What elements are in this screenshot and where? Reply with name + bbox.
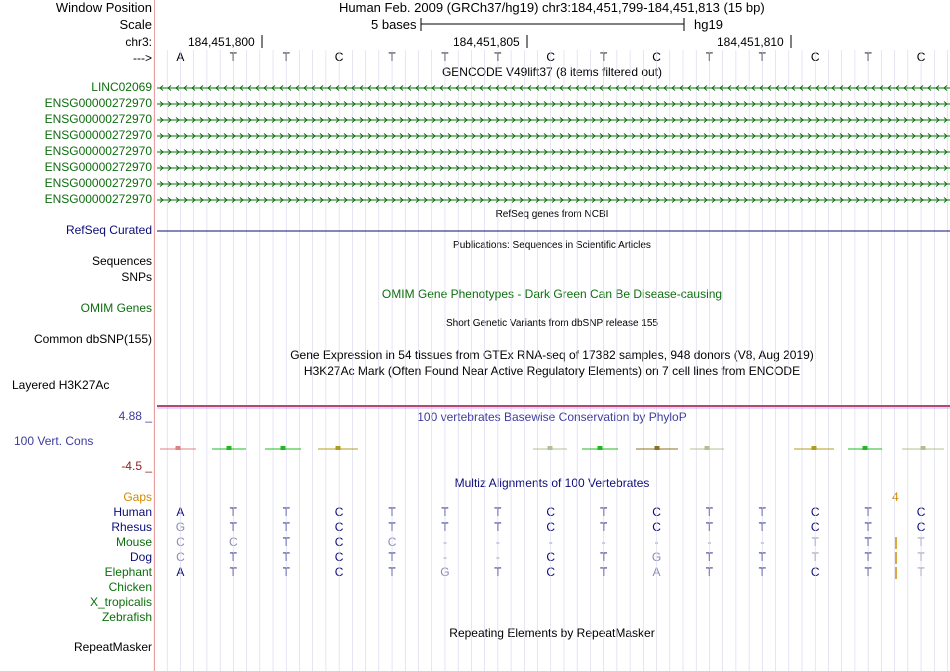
- gene-strand-arrows: [160, 182, 947, 187]
- alignment-base: T: [864, 505, 872, 519]
- window-position-label: Window Position: [55, 0, 152, 15]
- alignment-base: T: [388, 565, 396, 579]
- alignment-base: T: [917, 535, 925, 549]
- phylop-bar-peak: [227, 446, 232, 450]
- alignment-base: T: [229, 565, 238, 579]
- base-letter: T: [229, 50, 238, 64]
- alignment-base: T: [705, 520, 714, 534]
- alignment-base: T: [599, 520, 608, 534]
- phylop-bar-peak: [705, 446, 710, 450]
- alignment-base: C: [546, 565, 556, 579]
- gene-strand-arrows: [160, 102, 947, 107]
- species-label[interactable]: Human: [113, 505, 152, 519]
- omim-title: OMIM Gene Phenotypes - Dark Green Can Be Disease-causing: [381, 287, 723, 301]
- alignment-base: C: [334, 520, 344, 534]
- alignment-base: C: [334, 505, 344, 519]
- alignment-base: C: [916, 505, 926, 519]
- base-letter: C: [334, 50, 344, 64]
- alignment-base: T: [599, 550, 608, 564]
- base-letter: T: [282, 50, 290, 64]
- repeatmasker-title: Repeating Elements by RepeatMasker: [449, 626, 655, 640]
- alignment-base: C: [334, 535, 344, 549]
- phylop-max-label: 4.88 _: [118, 409, 152, 423]
- gene-strand-arrows: [160, 134, 947, 139]
- gene-label[interactable]: ENSG00000272970: [44, 176, 152, 190]
- alignment-base: T: [282, 535, 290, 549]
- gene-strand-arrows: [160, 166, 947, 171]
- alignment-base: C: [810, 565, 820, 579]
- alignment-base: T: [864, 535, 872, 549]
- alignment-base: -: [601, 535, 606, 549]
- gene-label[interactable]: ENSG00000272970: [44, 144, 152, 158]
- scale-assembly: hg19: [694, 17, 723, 32]
- alignment-base: C: [546, 520, 556, 534]
- alignment-base: C: [229, 535, 238, 549]
- alignment-base: T: [494, 520, 502, 534]
- alignment-base: T: [388, 520, 396, 534]
- alignment-base: T: [282, 550, 290, 564]
- alignment-base: T: [705, 505, 714, 519]
- position-readout: Human Feb. 2009 (GRCh37/hg19) chr3:184,451,799-184,451,813 (15 bp): [339, 0, 765, 15]
- alignment-base: T: [494, 565, 502, 579]
- phylop-bar-peak: [655, 446, 660, 450]
- species-label[interactable]: Chicken: [108, 580, 152, 594]
- alignment-base: -: [495, 535, 500, 549]
- species-label[interactable]: Dog: [129, 550, 152, 564]
- species-label[interactable]: Mouse: [115, 535, 152, 549]
- alignment-base: T: [441, 505, 449, 519]
- base-letter: T: [388, 50, 396, 64]
- alignment-base: A: [176, 565, 185, 579]
- alignment-base: T: [864, 550, 872, 564]
- phylop-title: 100 vertebrates Basewise Conservation by PhyloP: [417, 410, 687, 424]
- alignment-base: T: [388, 505, 396, 519]
- gene-label[interactable]: ENSG00000272970: [44, 160, 152, 174]
- multiz-title: Multiz Alignments of 100 Vertebrates: [454, 476, 650, 490]
- alignment-base: T: [758, 520, 767, 534]
- phylop-bar-peak: [598, 446, 603, 450]
- alignment-base: T: [282, 520, 290, 534]
- ruler-position-1: 184,451,800: [188, 35, 255, 49]
- alignment-base: A: [652, 565, 661, 579]
- track-label-dbsnp[interactable]: Common dbSNP(155): [33, 332, 152, 346]
- ruler-position-2: 184,451,805: [453, 35, 520, 49]
- alignment-base: -: [760, 535, 765, 549]
- track-label-sequences[interactable]: Sequences: [91, 254, 152, 268]
- base-letter: T: [494, 50, 502, 64]
- base-letter: T: [441, 50, 449, 64]
- alignment-base: G: [440, 565, 450, 579]
- gene-label[interactable]: ENSG00000272970: [44, 112, 152, 126]
- alignment-base: T: [229, 505, 238, 519]
- gene-strand-arrows: [160, 198, 947, 203]
- alignment-base: -: [495, 550, 500, 564]
- alignment-base: C: [916, 520, 926, 534]
- track-label-gaps[interactable]: Gaps: [123, 490, 152, 504]
- phylop-bar-peak: [812, 446, 817, 450]
- track-label-refseq[interactable]: RefSeq Curated: [65, 223, 152, 237]
- gene-strand-arrows: [160, 150, 947, 155]
- phylop-bar-peak: [548, 446, 553, 450]
- gene-label[interactable]: LINC02069: [91, 80, 152, 94]
- phylop-bar-peak: [863, 446, 868, 450]
- alignment-base: C: [652, 520, 661, 534]
- alignment-base: C: [387, 535, 397, 549]
- species-label[interactable]: X_tropicalis: [89, 595, 152, 609]
- base-letter: T: [864, 50, 872, 64]
- strand-label: --->: [133, 51, 152, 65]
- alignment-base: T: [811, 535, 819, 549]
- alignment-base: T: [282, 505, 290, 519]
- track-label-snps[interactable]: SNPs: [121, 270, 152, 284]
- track-label-h3k27ac[interactable]: Layered H3K27Ac: [12, 378, 110, 392]
- alignment-base: T: [811, 550, 819, 564]
- gene-strand-arrows: [160, 118, 947, 123]
- alignment-base: C: [334, 550, 344, 564]
- chrom-label: chr3:: [125, 35, 152, 49]
- ruler-position-3: 184,451,810: [717, 35, 784, 49]
- alignment-base: T: [388, 550, 396, 564]
- base-letter: C: [652, 50, 661, 64]
- phylop-bar-peak: [281, 446, 286, 450]
- alignment-base: G: [175, 520, 186, 534]
- alignment-base: G: [651, 550, 662, 564]
- alignment-base: T: [705, 565, 714, 579]
- base-letter: C: [810, 50, 820, 64]
- base-letter: T: [599, 50, 608, 64]
- gene-label[interactable]: ENSG00000272970: [44, 128, 152, 142]
- alignment-base: C: [176, 535, 185, 549]
- phylop-min-label: -4.5 _: [121, 459, 152, 473]
- alignment-base: C: [546, 505, 556, 519]
- base-letter: A: [176, 50, 185, 64]
- alignment-base: -: [654, 535, 659, 549]
- phylop-bar-peak: [921, 446, 926, 450]
- phylop-bar-peak: [176, 446, 181, 450]
- alignment-base: -: [442, 550, 447, 564]
- alignment-base: A: [176, 505, 185, 519]
- track-label-repeatmasker[interactable]: RepeatMasker: [73, 640, 152, 654]
- gene-label[interactable]: ENSG00000272970: [44, 96, 152, 110]
- alignment-base: -: [707, 535, 712, 549]
- gtex-title: Gene Expression in 54 tissues from GTEx RNA-seq of 17382 samples, 948 donors (V8, Aug 2019): [290, 348, 814, 362]
- alignment-base: T: [441, 520, 449, 534]
- alignment-base: C: [334, 565, 344, 579]
- alignment-base: T: [599, 565, 608, 579]
- base-letter: T: [705, 50, 714, 64]
- species-label[interactable]: Rhesus: [111, 520, 152, 534]
- species-label[interactable]: Zebrafish: [101, 610, 152, 624]
- species-label[interactable]: Elephant: [104, 565, 152, 579]
- alignment-base: -: [548, 535, 553, 549]
- alignment-base: C: [810, 520, 820, 534]
- alignment-base: T: [758, 565, 767, 579]
- scale-bases: 5 bases: [371, 17, 417, 32]
- alignment-base: T: [758, 505, 767, 519]
- alignment-base: C: [176, 550, 185, 564]
- gene-label[interactable]: ENSG00000272970: [44, 192, 152, 206]
- h3k27ac-title: H3K27Ac Mark (Often Found Near Active Regulatory Elements) on 7 cell lines from ENCODE: [303, 364, 801, 378]
- track-label-omim[interactable]: OMIM Genes: [80, 301, 152, 315]
- scale-label: Scale: [119, 17, 152, 32]
- base-letter: C: [546, 50, 556, 64]
- alignment-base: -: [442, 535, 447, 549]
- refseq-title: RefSeq genes from NCBI: [495, 209, 609, 220]
- alignment-base: C: [546, 550, 556, 564]
- alignment-base: T: [282, 565, 290, 579]
- dbsnp-title: Short Genetic Variants from dbSNP release 155: [446, 318, 658, 329]
- gaps-count: 4: [892, 490, 899, 504]
- phylop-bar-peak: [336, 446, 341, 450]
- alignment-base: T: [864, 565, 872, 579]
- alignment-base: T: [917, 550, 925, 564]
- alignment-base: T: [705, 550, 714, 564]
- alignment-base: T: [599, 505, 608, 519]
- alignment-base: T: [229, 520, 238, 534]
- alignment-base: T: [494, 505, 502, 519]
- base-letter: C: [916, 50, 926, 64]
- base-letter: T: [758, 50, 767, 64]
- alignment-base: T: [758, 550, 767, 564]
- alignment-base: C: [652, 505, 661, 519]
- alignment-base: T: [864, 520, 872, 534]
- alignment-base: T: [917, 565, 925, 579]
- publications-title: Publications: Sequences in Scientific Articles: [453, 240, 651, 251]
- track-label-phylop[interactable]: 100 Vert. Cons: [14, 434, 94, 448]
- alignment-base: C: [810, 505, 820, 519]
- alignment-base: T: [229, 550, 238, 564]
- gencode-title: GENCODE V49lift37 (8 items filtered out): [441, 65, 663, 79]
- gene-strand-arrows: [160, 86, 947, 91]
